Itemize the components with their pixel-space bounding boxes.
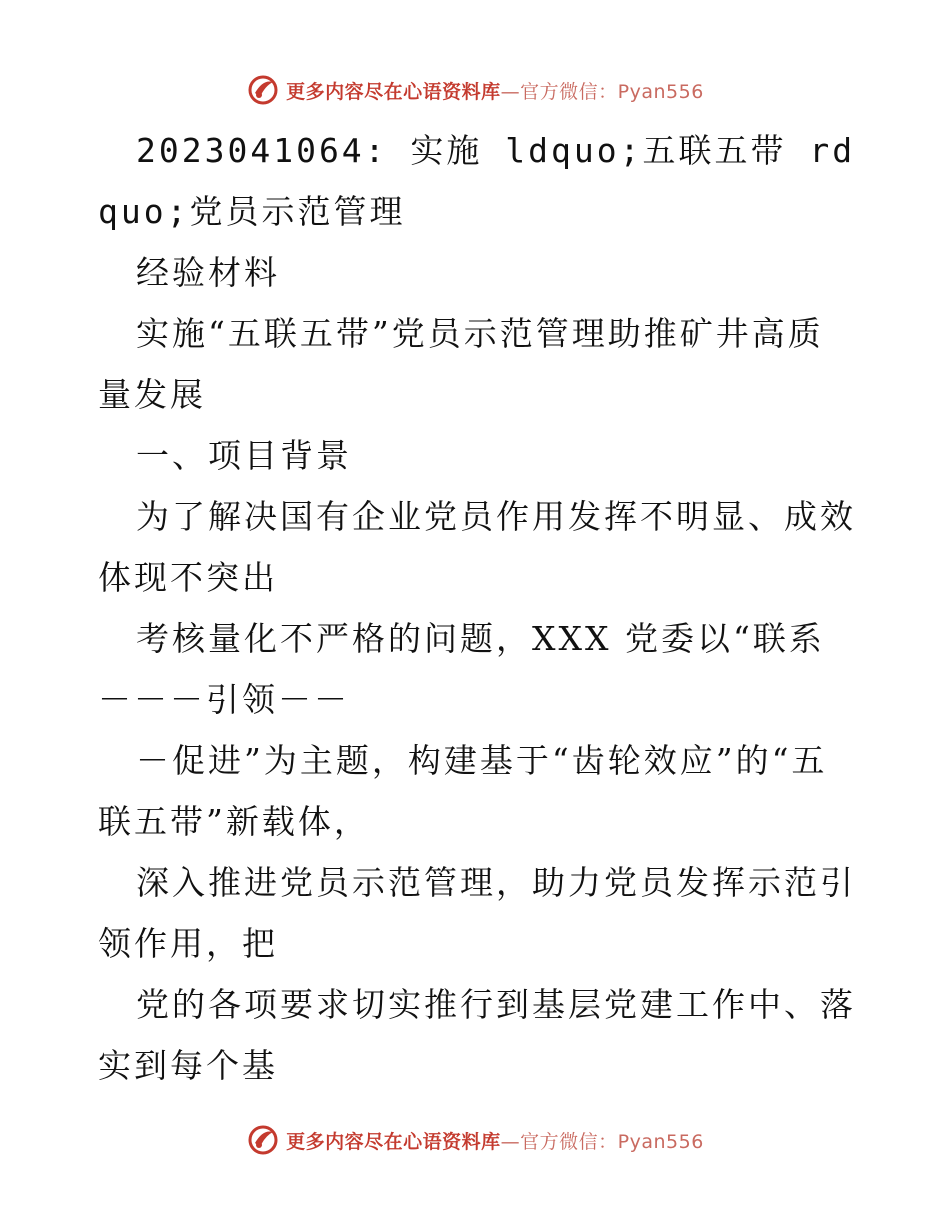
section-heading: 一、项目背景	[136, 436, 352, 475]
body-paragraph: 考核量化不严格的问题，XXX 党委以“联系－－－引领－－	[98, 619, 825, 719]
body-paragraph: 深入推进党员示范管理，助力党员发挥示范引领作用，把	[98, 863, 856, 963]
watermark-rest-text: —官方微信：Pyan556	[500, 80, 704, 103]
watermark-rest-text: —官方微信：Pyan556	[500, 1130, 704, 1153]
brand-logo-icon	[246, 1123, 280, 1157]
watermark-lead-text: 更多内容尽在心语资料库	[286, 1130, 501, 1153]
brand-logo-icon	[246, 73, 280, 107]
document-body	[98, 120, 858, 1096]
body-paragraph: 党的各项要求切实推行到基层党建工作中、落实到每个基	[98, 985, 856, 1085]
body-paragraph: －促进”为主题，构建基于“齿轮效应”的“五联五带”新载体，	[98, 741, 828, 841]
footer-watermark	[0, 1120, 950, 1160]
header-watermark	[0, 70, 950, 110]
document-title-line: 2023041064: 实施 ldquo;五联五带 rdquo;党员示范管理	[98, 131, 856, 231]
document-subtitle: 经验材料	[136, 253, 280, 292]
watermark-lead-text: 更多内容尽在心语资料库	[286, 80, 501, 103]
body-paragraph: 为了解决国有企业党员作用发挥不明显、成效体现不突出	[98, 497, 856, 597]
document-heading: 实施“五联五带”党员示范管理助推矿井高质量发展	[98, 314, 824, 414]
